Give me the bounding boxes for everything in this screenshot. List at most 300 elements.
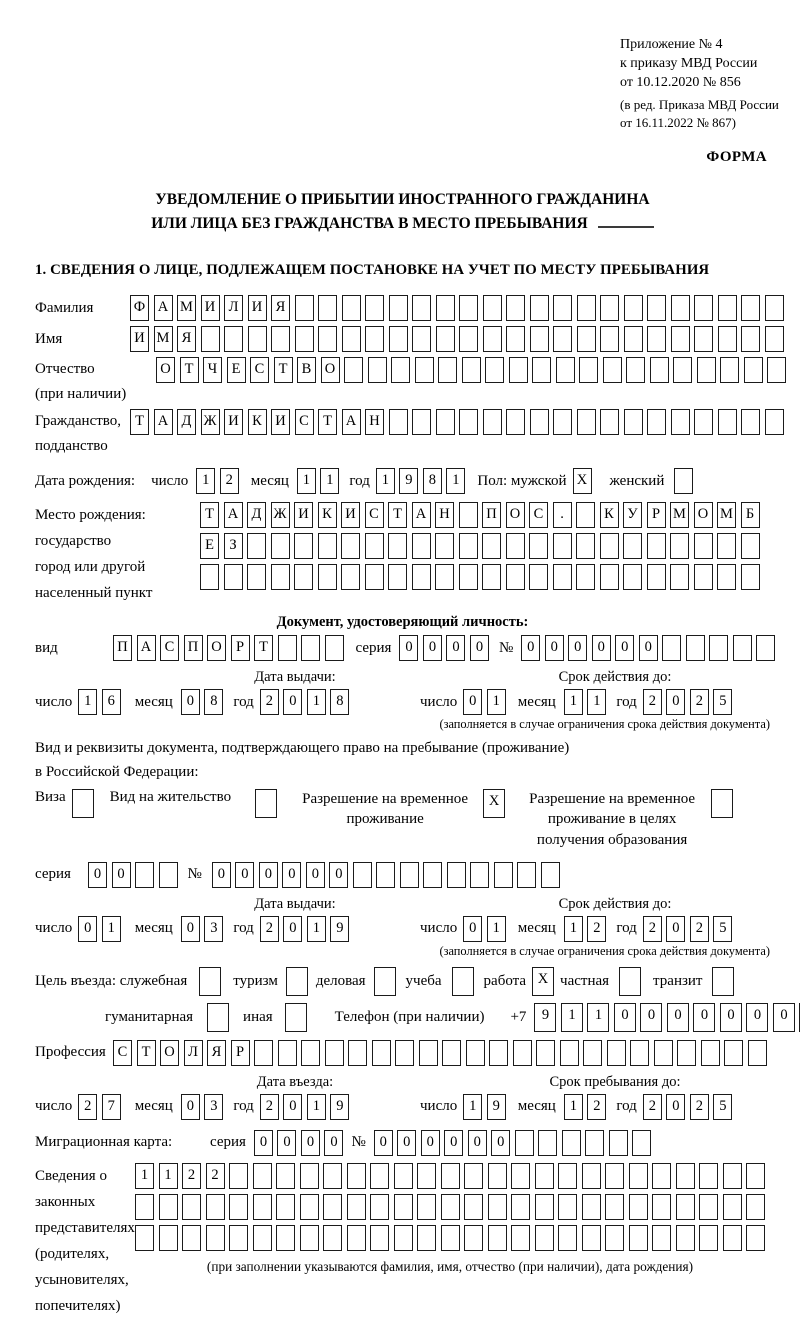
char-cell[interactable] [652, 1163, 671, 1189]
char-cell[interactable]: 0 [693, 1003, 715, 1032]
char-cell[interactable] [488, 1163, 507, 1189]
char-cell[interactable] [182, 1194, 201, 1220]
visa-checkbox[interactable] [72, 789, 94, 818]
char-cell[interactable]: 0 [640, 1003, 662, 1032]
char-cell[interactable]: 2 [260, 689, 279, 715]
char-cell[interactable]: 2 [643, 1094, 662, 1120]
char-cell[interactable] [344, 357, 363, 383]
char-cell[interactable] [733, 635, 752, 661]
male-checkbox[interactable] [573, 468, 592, 494]
char-cell[interactable]: 0 [329, 862, 348, 888]
char-cell[interactable]: И [248, 295, 267, 321]
char-cell[interactable] [676, 1194, 695, 1220]
char-cell[interactable]: 0 [666, 689, 685, 715]
char-cell[interactable] [654, 1040, 673, 1066]
char-cell[interactable] [394, 1163, 413, 1189]
id-issue-day-cells[interactable] [78, 689, 121, 715]
char-cell[interactable] [670, 564, 689, 590]
char-cell[interactable] [464, 1225, 483, 1251]
char-cell[interactable] [254, 1040, 273, 1066]
surname-cells[interactable] [130, 295, 784, 321]
char-cell[interactable]: Т [130, 409, 149, 435]
char-cell[interactable]: К [318, 502, 337, 528]
char-cell[interactable] [459, 502, 478, 528]
char-cell[interactable] [699, 1163, 718, 1189]
id-issue-month-cells[interactable] [181, 689, 224, 715]
char-cell[interactable]: 1 [446, 468, 465, 494]
char-cell[interactable] [365, 295, 384, 321]
char-cell[interactable] [459, 326, 478, 352]
char-cell[interactable] [509, 357, 528, 383]
char-cell[interactable] [647, 409, 666, 435]
char-cell[interactable] [253, 1225, 272, 1251]
char-cell[interactable] [676, 1225, 695, 1251]
birthplace-line2-cells[interactable] [200, 533, 760, 559]
char-cell[interactable] [301, 1040, 320, 1066]
id-valid-year-cells[interactable] [643, 689, 733, 715]
char-cell[interactable]: А [342, 409, 361, 435]
char-cell[interactable] [756, 635, 775, 661]
char-cell[interactable] [630, 1040, 649, 1066]
char-cell[interactable]: 0 [614, 1003, 636, 1032]
char-cell[interactable] [294, 533, 313, 559]
char-cell[interactable]: 2 [690, 1094, 709, 1120]
char-cell[interactable]: А [137, 635, 156, 661]
char-cell[interactable]: 0 [181, 916, 200, 942]
char-cell[interactable] [671, 326, 690, 352]
char-cell[interactable]: 0 [773, 1003, 795, 1032]
char-cell[interactable] [374, 967, 396, 996]
char-cell[interactable]: 0 [397, 1130, 416, 1156]
char-cell[interactable] [529, 533, 548, 559]
stay-series-cells[interactable] [88, 862, 178, 888]
char-cell[interactable]: С [113, 1040, 132, 1066]
char-cell[interactable]: 9 [330, 916, 349, 942]
char-cell[interactable] [295, 295, 314, 321]
char-cell[interactable] [624, 326, 643, 352]
char-cell[interactable] [159, 1225, 178, 1251]
patronymic-cells[interactable] [156, 357, 786, 383]
char-cell[interactable] [372, 1040, 391, 1066]
stayuntil-day-cells[interactable] [463, 1094, 506, 1120]
char-cell[interactable]: Р [231, 1040, 250, 1066]
purpose-other-checkbox[interactable] [285, 1003, 307, 1032]
char-cell[interactable]: О [321, 357, 340, 383]
char-cell[interactable]: 0 [446, 635, 465, 661]
char-cell[interactable] [605, 1194, 624, 1220]
char-cell[interactable] [436, 326, 455, 352]
char-cell[interactable] [765, 409, 784, 435]
char-cell[interactable] [723, 1225, 742, 1251]
char-cell[interactable] [435, 564, 454, 590]
char-cell[interactable] [626, 357, 645, 383]
char-cell[interactable] [560, 1040, 579, 1066]
char-cell[interactable]: 0 [666, 1094, 685, 1120]
char-cell[interactable] [718, 409, 737, 435]
id-issue-year-cells[interactable] [260, 689, 350, 715]
char-cell[interactable]: О [156, 357, 175, 383]
char-cell[interactable]: Ж [201, 409, 220, 435]
char-cell[interactable]: М [670, 502, 689, 528]
char-cell[interactable]: 9 [487, 1094, 506, 1120]
char-cell[interactable]: Т [274, 357, 293, 383]
char-cell[interactable] [389, 295, 408, 321]
char-cell[interactable] [483, 295, 502, 321]
char-cell[interactable] [436, 409, 455, 435]
char-cell[interactable]: А [154, 295, 173, 321]
char-cell[interactable]: С [250, 357, 269, 383]
char-cell[interactable] [300, 1225, 319, 1251]
char-cell[interactable] [72, 789, 94, 818]
profession-cells[interactable] [113, 1040, 767, 1066]
char-cell[interactable] [464, 1194, 483, 1220]
char-cell[interactable] [417, 1194, 436, 1220]
char-cell[interactable] [370, 1194, 389, 1220]
char-cell[interactable] [744, 357, 763, 383]
char-cell[interactable] [506, 409, 525, 435]
char-cell[interactable] [709, 635, 728, 661]
char-cell[interactable] [394, 1194, 413, 1220]
char-cell[interactable] [535, 1194, 554, 1220]
char-cell[interactable]: Ж [271, 502, 290, 528]
char-cell[interactable] [318, 295, 337, 321]
char-cell[interactable]: 0 [112, 862, 131, 888]
stay-issue-month-cells[interactable] [181, 916, 224, 942]
char-cell[interactable] [511, 1163, 530, 1189]
char-cell[interactable] [353, 862, 372, 888]
char-cell[interactable]: 0 [374, 1130, 393, 1156]
char-cell[interactable] [558, 1225, 577, 1251]
purpose-business-checkbox[interactable] [374, 967, 396, 996]
char-cell[interactable] [699, 1194, 718, 1220]
char-cell[interactable] [255, 789, 277, 818]
representatives-line2-cells[interactable] [135, 1194, 765, 1220]
char-cell[interactable] [325, 635, 344, 661]
char-cell[interactable]: 1 [487, 916, 506, 942]
char-cell[interactable] [579, 357, 598, 383]
char-cell[interactable]: 0 [463, 689, 482, 715]
char-cell[interactable] [694, 409, 713, 435]
char-cell[interactable] [712, 967, 734, 996]
char-cell[interactable] [529, 564, 548, 590]
char-cell[interactable]: 0 [568, 635, 587, 661]
char-cell[interactable] [452, 967, 474, 996]
char-cell[interactable]: 0 [521, 635, 540, 661]
char-cell[interactable] [325, 1040, 344, 1066]
char-cell[interactable]: 0 [235, 862, 254, 888]
char-cell[interactable]: С [365, 502, 384, 528]
char-cell[interactable] [605, 1163, 624, 1189]
char-cell[interactable] [278, 1040, 297, 1066]
char-cell[interactable]: 0 [282, 862, 301, 888]
char-cell[interactable]: 1 [297, 468, 316, 494]
char-cell[interactable] [723, 1194, 742, 1220]
char-cell[interactable] [720, 357, 739, 383]
char-cell[interactable]: 0 [746, 1003, 768, 1032]
char-cell[interactable]: 1 [376, 468, 395, 494]
char-cell[interactable] [670, 533, 689, 559]
char-cell[interactable] [553, 533, 572, 559]
char-cell[interactable] [464, 1163, 483, 1189]
char-cell[interactable] [746, 1225, 765, 1251]
char-cell[interactable]: О [694, 502, 713, 528]
representatives-line3-cells[interactable] [135, 1225, 765, 1251]
char-cell[interactable]: 1 [78, 689, 97, 715]
char-cell[interactable] [558, 1194, 577, 1220]
entry-year-cells[interactable] [260, 1094, 350, 1120]
char-cell[interactable] [248, 326, 267, 352]
char-cell[interactable]: С [160, 635, 179, 661]
id-type-cells[interactable] [113, 635, 344, 661]
char-cell[interactable]: К [600, 502, 619, 528]
char-cell[interactable]: 0 [283, 916, 302, 942]
char-cell[interactable] [741, 409, 760, 435]
char-cell[interactable] [686, 635, 705, 661]
char-cell[interactable]: 9 [399, 468, 418, 494]
birth-day-cells[interactable] [196, 468, 239, 494]
char-cell[interactable] [365, 326, 384, 352]
char-cell[interactable]: Н [435, 502, 454, 528]
char-cell[interactable] [694, 564, 713, 590]
char-cell[interactable]: 2 [690, 689, 709, 715]
char-cell[interactable] [485, 357, 504, 383]
char-cell[interactable]: Н [365, 409, 384, 435]
id-valid-month-cells[interactable] [564, 689, 607, 715]
char-cell[interactable]: 2 [690, 916, 709, 942]
char-cell[interactable] [470, 862, 489, 888]
char-cell[interactable]: Я [177, 326, 196, 352]
char-cell[interactable] [541, 862, 560, 888]
char-cell[interactable] [530, 409, 549, 435]
char-cell[interactable]: 5 [713, 689, 732, 715]
char-cell[interactable] [605, 1225, 624, 1251]
char-cell[interactable] [417, 1163, 436, 1189]
char-cell[interactable] [482, 564, 501, 590]
char-cell[interactable]: 2 [206, 1163, 225, 1189]
char-cell[interactable] [229, 1163, 248, 1189]
char-cell[interactable] [391, 357, 410, 383]
char-cell[interactable] [229, 1225, 248, 1251]
stayuntil-year-cells[interactable] [643, 1094, 733, 1120]
char-cell[interactable] [389, 409, 408, 435]
char-cell[interactable] [647, 564, 666, 590]
char-cell[interactable]: 0 [421, 1130, 440, 1156]
char-cell[interactable] [207, 1003, 229, 1032]
char-cell[interactable] [300, 1194, 319, 1220]
char-cell[interactable] [607, 1040, 626, 1066]
char-cell[interactable] [506, 564, 525, 590]
char-cell[interactable] [159, 862, 178, 888]
char-cell[interactable]: С [295, 409, 314, 435]
char-cell[interactable] [577, 409, 596, 435]
char-cell[interactable] [623, 564, 642, 590]
char-cell[interactable] [395, 1040, 414, 1066]
char-cell[interactable]: Ф [130, 295, 149, 321]
char-cell[interactable] [699, 1225, 718, 1251]
char-cell[interactable] [347, 1225, 366, 1251]
char-cell[interactable]: 0 [78, 916, 97, 942]
char-cell[interactable]: 2 [587, 1094, 606, 1120]
purpose-private-checkbox[interactable] [619, 967, 641, 996]
char-cell[interactable] [694, 295, 713, 321]
temp-residence-edu-checkbox[interactable] [711, 789, 733, 818]
char-cell[interactable] [318, 564, 337, 590]
char-cell[interactable]: 1 [307, 1094, 326, 1120]
birth-year-cells[interactable] [376, 468, 466, 494]
char-cell[interactable] [435, 533, 454, 559]
char-cell[interactable] [629, 1194, 648, 1220]
char-cell[interactable] [671, 295, 690, 321]
char-cell[interactable]: 2 [260, 916, 279, 942]
char-cell[interactable] [441, 1225, 460, 1251]
char-cell[interactable] [577, 295, 596, 321]
char-cell[interactable] [135, 1194, 154, 1220]
char-cell[interactable] [483, 326, 502, 352]
char-cell[interactable]: 2 [643, 689, 662, 715]
char-cell[interactable] [647, 533, 666, 559]
char-cell[interactable] [506, 295, 525, 321]
char-cell[interactable] [576, 533, 595, 559]
char-cell[interactable]: И [130, 326, 149, 352]
char-cell[interactable]: 0 [592, 635, 611, 661]
char-cell[interactable]: А [154, 409, 173, 435]
char-cell[interactable]: 0 [181, 1094, 200, 1120]
char-cell[interactable] [600, 533, 619, 559]
char-cell[interactable] [271, 564, 290, 590]
char-cell[interactable] [748, 1040, 767, 1066]
char-cell[interactable]: 1 [159, 1163, 178, 1189]
entry-month-cells[interactable] [181, 1094, 224, 1120]
char-cell[interactable]: И [294, 502, 313, 528]
char-cell[interactable] [576, 502, 595, 528]
char-cell[interactable] [517, 862, 536, 888]
char-cell[interactable]: 8 [423, 468, 442, 494]
char-cell[interactable]: З [224, 533, 243, 559]
char-cell[interactable]: О [207, 635, 226, 661]
char-cell[interactable]: Л [184, 1040, 203, 1066]
char-cell[interactable]: 1 [587, 1003, 609, 1032]
char-cell[interactable]: Д [177, 409, 196, 435]
id-valid-day-cells[interactable] [463, 689, 506, 715]
char-cell[interactable]: И [201, 295, 220, 321]
char-cell[interactable]: О [160, 1040, 179, 1066]
char-cell[interactable] [370, 1225, 389, 1251]
char-cell[interactable] [462, 357, 481, 383]
char-cell[interactable]: 0 [470, 635, 489, 661]
char-cell[interactable]: 3 [204, 1094, 223, 1120]
char-cell[interactable]: Т [180, 357, 199, 383]
char-cell[interactable] [419, 1040, 438, 1066]
char-cell[interactable]: 0 [720, 1003, 742, 1032]
char-cell[interactable]: 0 [615, 635, 634, 661]
char-cell[interactable]: 1 [564, 689, 583, 715]
char-cell[interactable] [442, 1040, 461, 1066]
char-cell[interactable]: Т [318, 409, 337, 435]
char-cell[interactable] [295, 326, 314, 352]
char-cell[interactable]: 5 [713, 916, 732, 942]
char-cell[interactable]: 6 [102, 689, 121, 715]
char-cell[interactable] [767, 357, 786, 383]
char-cell[interactable] [412, 533, 431, 559]
char-cell[interactable]: 0 [254, 1130, 273, 1156]
char-cell[interactable] [576, 564, 595, 590]
char-cell[interactable]: 1 [196, 468, 215, 494]
purpose-tourism-checkbox[interactable] [286, 967, 308, 996]
stay-issue-day-cells[interactable] [78, 916, 121, 942]
char-cell[interactable] [342, 326, 361, 352]
char-cell[interactable] [718, 295, 737, 321]
char-cell[interactable]: 0 [468, 1130, 487, 1156]
char-cell[interactable] [676, 1163, 695, 1189]
char-cell[interactable] [647, 295, 666, 321]
char-cell[interactable]: И [271, 409, 290, 435]
char-cell[interactable] [206, 1194, 225, 1220]
name-cells[interactable] [130, 326, 784, 352]
char-cell[interactable] [741, 533, 760, 559]
char-cell[interactable]: Т [200, 502, 219, 528]
char-cell[interactable] [577, 326, 596, 352]
char-cell[interactable] [276, 1194, 295, 1220]
char-cell[interactable] [347, 1194, 366, 1220]
char-cell[interactable]: 2 [587, 916, 606, 942]
char-cell[interactable] [694, 533, 713, 559]
char-cell[interactable] [370, 1163, 389, 1189]
char-cell[interactable] [285, 1003, 307, 1032]
char-cell[interactable] [582, 1194, 601, 1220]
char-cell[interactable]: 2 [643, 916, 662, 942]
char-cell[interactable] [494, 862, 513, 888]
char-cell[interactable]: Р [231, 635, 250, 661]
char-cell[interactable]: Е [200, 533, 219, 559]
char-cell[interactable] [585, 1130, 604, 1156]
char-cell[interactable] [677, 1040, 696, 1066]
char-cell[interactable]: П [184, 635, 203, 661]
char-cell[interactable] [694, 326, 713, 352]
char-cell[interactable] [441, 1194, 460, 1220]
char-cell[interactable] [652, 1225, 671, 1251]
char-cell[interactable]: 0 [324, 1130, 343, 1156]
char-cell[interactable]: Д [247, 502, 266, 528]
char-cell[interactable] [647, 326, 666, 352]
char-cell[interactable] [199, 967, 221, 996]
char-cell[interactable] [459, 295, 478, 321]
phone-cells[interactable] [534, 1003, 800, 1032]
char-cell[interactable]: 8 [330, 689, 349, 715]
char-cell[interactable] [506, 326, 525, 352]
char-cell[interactable] [632, 1130, 651, 1156]
char-cell[interactable] [623, 533, 642, 559]
char-cell[interactable]: С [529, 502, 548, 528]
char-cell[interactable] [609, 1130, 628, 1156]
mig-series-cells[interactable] [254, 1130, 344, 1156]
char-cell[interactable] [558, 1163, 577, 1189]
char-cell[interactable] [624, 409, 643, 435]
char-cell[interactable] [717, 564, 736, 590]
char-cell[interactable] [600, 295, 619, 321]
char-cell[interactable]: 0 [666, 916, 685, 942]
char-cell[interactable] [247, 533, 266, 559]
char-cell[interactable] [438, 357, 457, 383]
char-cell[interactable] [182, 1225, 201, 1251]
char-cell[interactable] [741, 295, 760, 321]
char-cell[interactable]: 8 [204, 689, 223, 715]
char-cell[interactable]: 1 [487, 689, 506, 715]
char-cell[interactable]: 0 [444, 1130, 463, 1156]
char-cell[interactable]: 0 [283, 689, 302, 715]
char-cell[interactable] [629, 1163, 648, 1189]
char-cell[interactable]: М [717, 502, 736, 528]
char-cell[interactable] [582, 1163, 601, 1189]
